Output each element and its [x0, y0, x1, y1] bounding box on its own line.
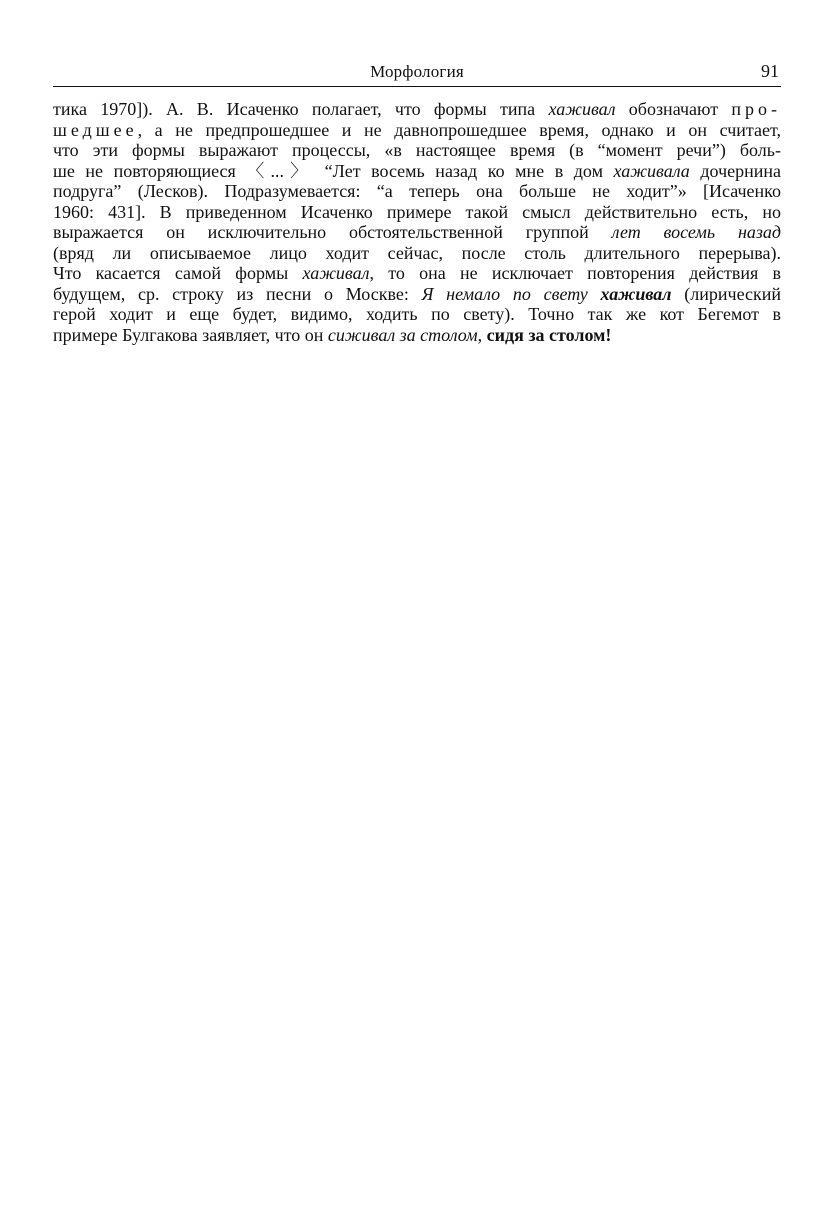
- text-run-spaced: шедшее: [53, 119, 138, 140]
- text-run-it: сиживал за столом: [327, 324, 478, 345]
- text-run-it: Я немало по свету: [421, 283, 601, 304]
- text-line: [53, 284, 781, 305]
- text-run: подруга” (Лесков). Подразумевается: “а теперь она больше не ходит”» [Исаченко: [53, 181, 781, 201]
- text-run-spaced: про-: [731, 99, 781, 119]
- text-run: дочернина: [689, 160, 781, 181]
- text-run-it-bd: хаживал: [600, 283, 672, 304]
- text-run-it: хаживала: [613, 160, 690, 181]
- text-run: , то она не исключает повторения действия в: [369, 263, 781, 283]
- text-run: тика 1970]). А. В. Исаченко полагает, что формы типа: [53, 99, 549, 119]
- text-line: [53, 120, 781, 141]
- text-run-it: лет восемь назад: [611, 222, 781, 242]
- text-run: будущем, ср. строку из песни о Москве:: [53, 283, 422, 304]
- text-line: [53, 304, 781, 325]
- text-line: [53, 202, 781, 223]
- text-run: ,: [477, 324, 487, 345]
- text-line: [53, 263, 781, 284]
- text-run: ше не повторяющиеся 〈...〉 “Лет восемь назад ко мне в дом: [53, 160, 614, 181]
- text-line: [53, 99, 781, 120]
- body-text: [53, 99, 781, 345]
- text-run: (лирический: [671, 283, 781, 304]
- text-run: обозначают: [615, 99, 732, 119]
- text-run-it: хаживал: [548, 99, 616, 119]
- running-head: [53, 60, 781, 87]
- text-line: [53, 325, 781, 346]
- page-number: 91: [761, 61, 779, 81]
- text-run-bd: сидя за столом!: [486, 324, 612, 345]
- text-run: герой ходит и еще будет, видимо, ходить по свету). Точно так же кот Бегемот в: [53, 304, 781, 324]
- text-run: что эти формы выражают процессы, «в настоящее время (в “момент речи”) боль-: [53, 140, 781, 160]
- text-line: [53, 222, 781, 243]
- text-run: 1960: 431]. В приведенном Исаченко примере такой смысл действительно есть, но: [53, 201, 781, 222]
- text-line: [53, 181, 781, 202]
- text-run-it: хаживал: [302, 263, 370, 283]
- text-line: [53, 140, 781, 161]
- running-title: Морфология: [370, 62, 464, 81]
- text-run: (вряд ли описываемое лицо ходит сейчас, после столь длительного перерыва).: [53, 242, 781, 263]
- text-run: Что касается самой формы: [53, 263, 303, 283]
- text-line: [53, 161, 781, 182]
- text-run: примере Булгакова заявляет, что он: [53, 324, 328, 345]
- text-run: , а не предпрошедшее и не давнопрошедшее время, однако и он считает,: [137, 119, 781, 140]
- text-run: выражается он исключительно обстоятельственной группой: [53, 222, 612, 242]
- text-line: [53, 243, 781, 264]
